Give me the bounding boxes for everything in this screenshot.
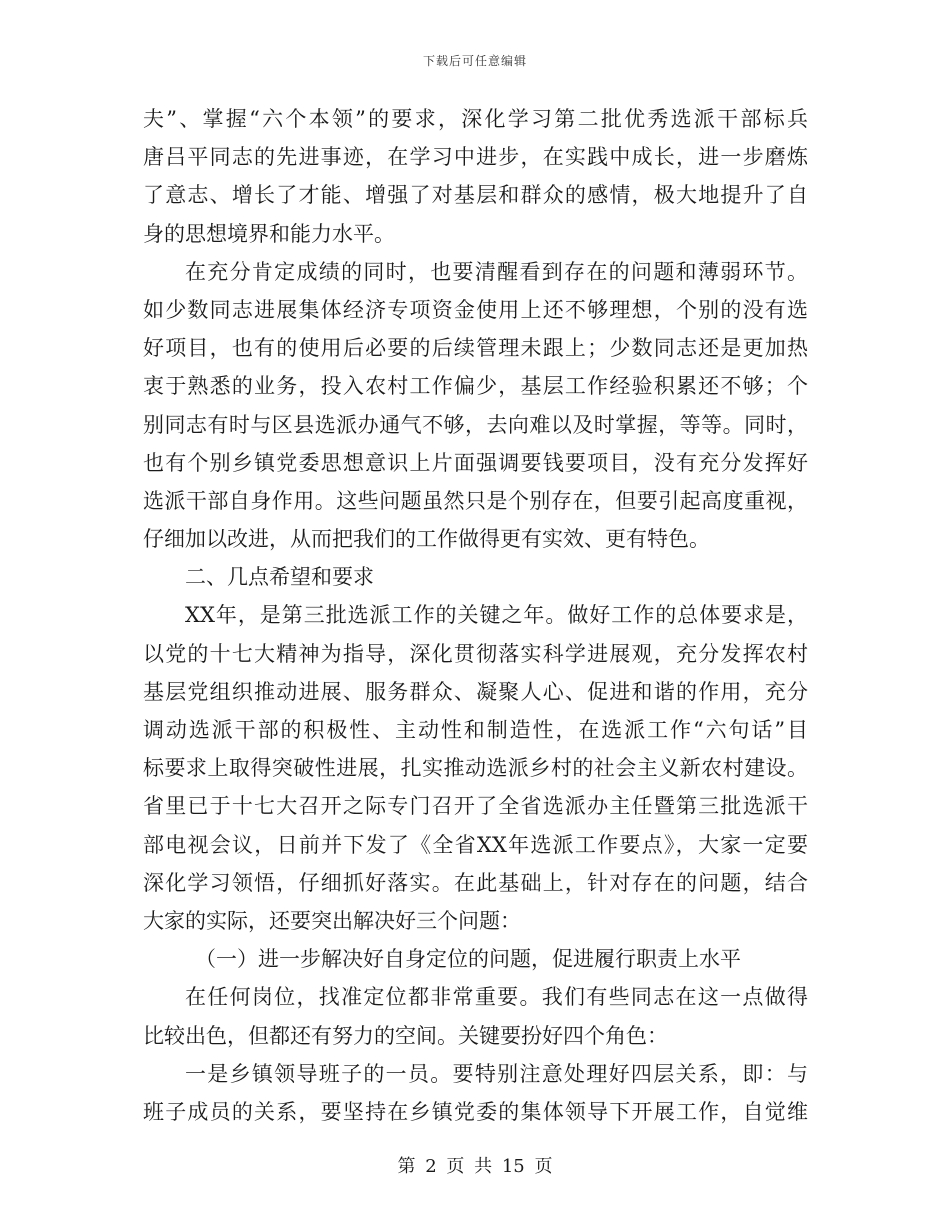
- text-line: 调动选派干部的积极性、主动性和制造性，在选派工作“六句话”目: [143, 718, 808, 742]
- text-line: 一是乡镇领导班子的一员。要特别注意处理好四层关系，即：与: [185, 1061, 808, 1086]
- text-line: 部电视会议，日前并下发了《全省XX年选派工作要点》，大家一定要: [143, 832, 808, 857]
- text-line: 深化学习领悟，仔细抓好落实。在此基础上，针对存在的问题，结合: [143, 870, 808, 895]
- text-line: 衷于熟悉的业务，投入农村工作偏少，基层工作经验积累还不够；个: [143, 374, 808, 399]
- text-line: 班子成员的关系，要坚持在乡镇党委的集体领导下开展工作，自觉维: [143, 1099, 808, 1124]
- text-line: 标要求上取得突破性进展，扎实推动选派乡村的社会主义新农村建设。: [143, 756, 808, 781]
- subsection-heading: （一）进一步解决好自身定位的问题，促进履行职责上水平: [195, 947, 741, 972]
- text-line: 在任何岗位，找准定位都非常重要。我们有些同志在这一点做得: [185, 985, 808, 1010]
- text-line: 好项目，也有的使用后必要的后续管理未跟上；少数同志还是更加热: [143, 336, 808, 361]
- text-line: 选派干部自身作用。这些问题虽然只是个别存在，但要引起高度重视，: [143, 488, 808, 513]
- text-line: 了意志、增长了才能、增强了对基层和群众的感情，极大地提升了自: [143, 183, 808, 208]
- text-line: 唐吕平同志的先进事迹，在学习中进步，在实践中成长，进一步磨炼: [143, 145, 808, 170]
- section-heading: 二、几点希望和要求: [185, 565, 374, 590]
- text-line: 别同志有时与区县选派办通气不够，去向难以及时掌握，等等。同时，: [143, 412, 808, 437]
- text-line: 身的思想境界和能力水平。: [143, 221, 395, 246]
- text-line: 夫”、掌握“六个本领”的要求，深化学习第二批优秀选派干部标兵: [143, 107, 808, 131]
- page-header: 下载后可任意编辑: [422, 54, 527, 68]
- text-line: 如少数同志进展集体经济专项资金使用上还不够理想，个别的没有选: [143, 297, 808, 322]
- text-line: 省里已于十七大召开之际专门召开了全省选派办主任暨第三批选派干: [143, 794, 808, 819]
- text-line: 比较出色，但都还有努力的空间。关键要扮好四个角色：: [143, 1023, 668, 1048]
- text-line: 在充分肯定成绩的同时，也要清醒看到存在的问题和薄弱环节。: [185, 259, 808, 284]
- text-line: XX年，是第三批选派工作的关键之年。做好工作的总体要求是，: [185, 603, 808, 628]
- text-line: 以党的十七大精神为指导，深化贯彻落实科学进展观，充分发挥农村: [143, 641, 808, 666]
- text-line: 大家的实际，还要突出解决好三个问题：: [143, 908, 521, 933]
- text-line: 基层党组织推动进展、服务群众、凝聚人心、促进和谐的作用，充分: [143, 679, 808, 704]
- document-body: [143, 100, 808, 1131]
- text-line: 仔细加以改进，从而把我们的工作做得更有实效、更有特色。: [143, 527, 710, 552]
- page-footer: 第 2 页 共 15 页: [397, 1156, 553, 1177]
- text-line: 也有个别乡镇党委思想意识上片面强调要钱要项目，没有充分发挥好: [143, 450, 808, 475]
